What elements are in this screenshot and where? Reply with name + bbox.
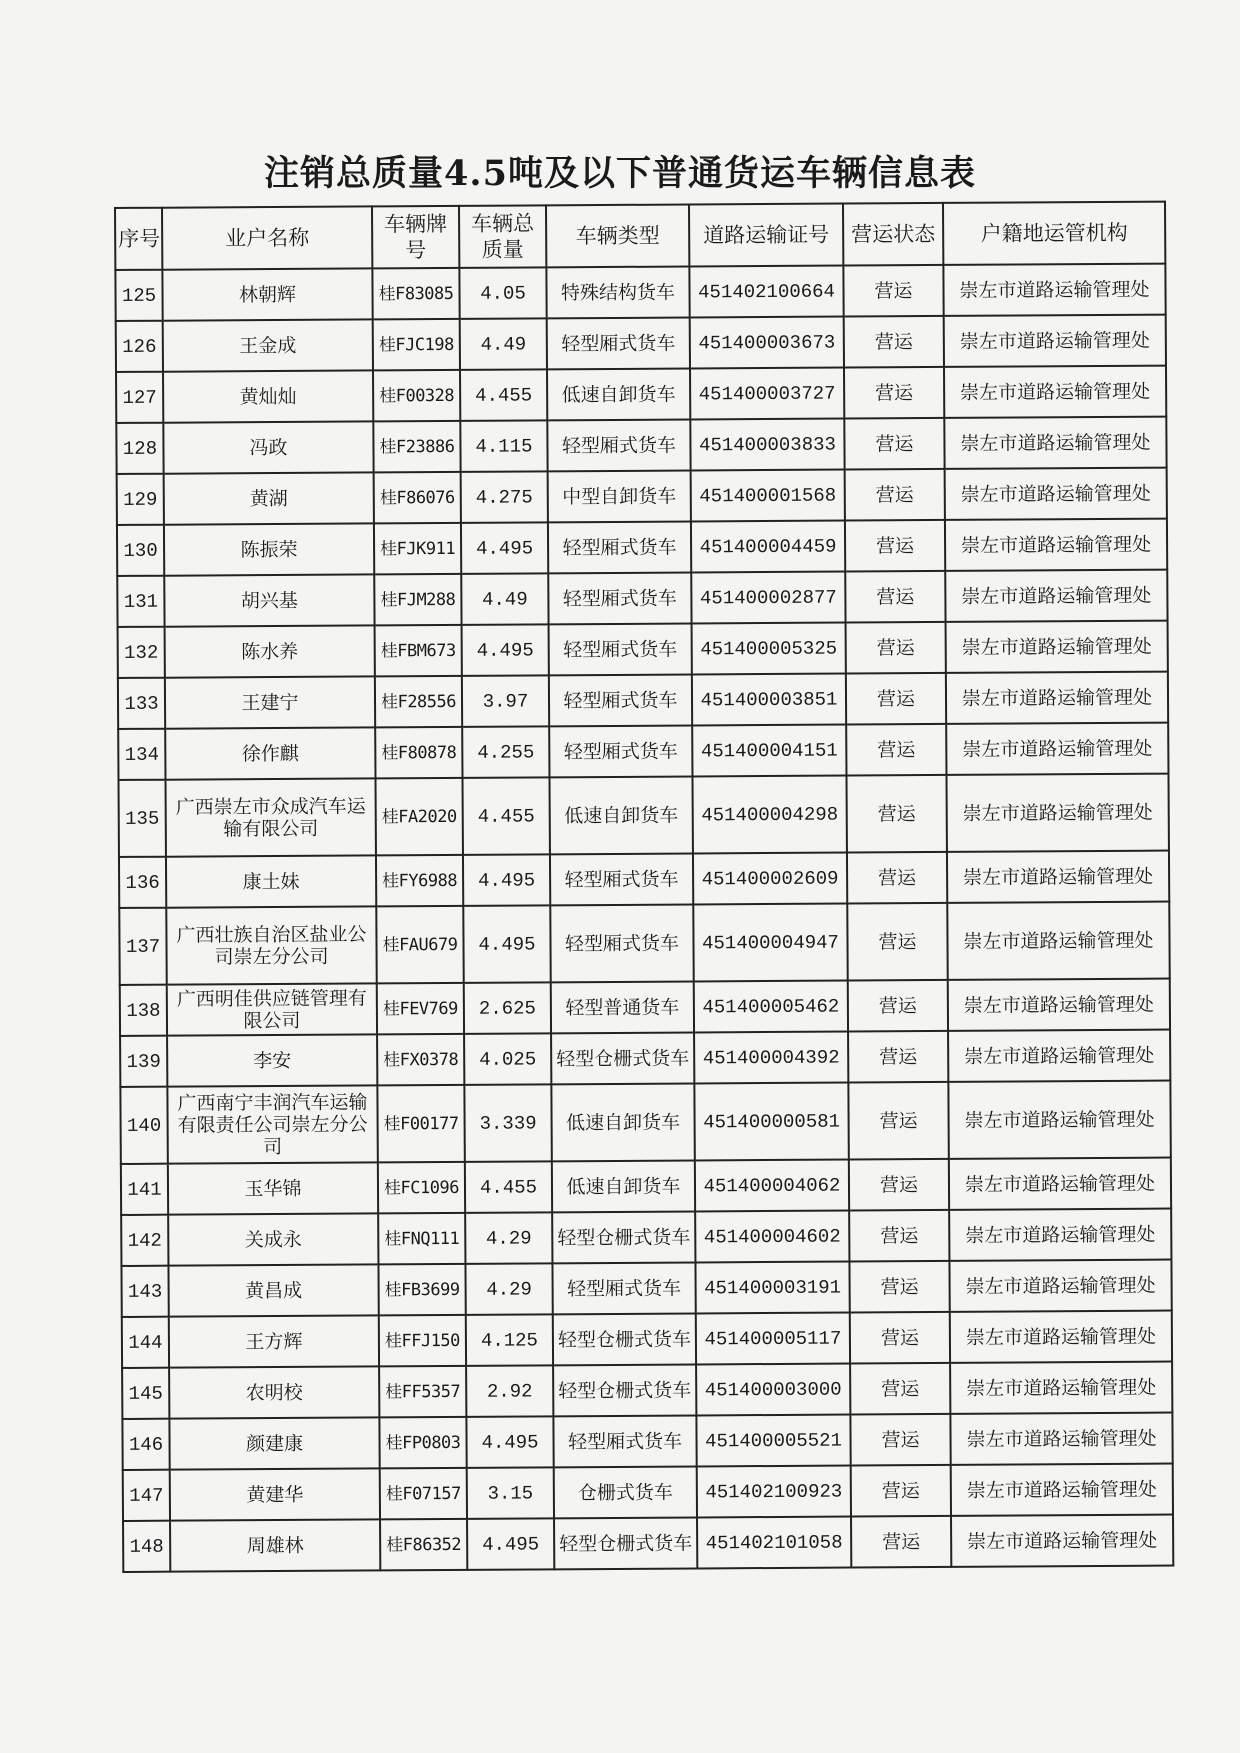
- cell-authority: 崇左市道路运输管理处: [948, 1030, 1170, 1082]
- cell-mass: 4.495: [461, 522, 548, 574]
- cell-no: 146: [122, 1419, 169, 1470]
- cell-mass: 2.625: [464, 982, 551, 1034]
- table-row: [116, 417, 1166, 474]
- table-row: [121, 1158, 1171, 1215]
- table-row: [117, 570, 1167, 627]
- page-title: 注销总质量4.5吨及以下普通货运车辆信息表: [264, 153, 976, 194]
- cell-mass: 4.29: [465, 1263, 552, 1315]
- cell-authority: 崇左市道路运输管理处: [944, 366, 1166, 418]
- cell-plate: 桂F86076: [374, 472, 461, 524]
- cell-type: 轻型仓栅式货车: [551, 1032, 694, 1084]
- cell-permit: 451400002609: [693, 853, 847, 905]
- cell-plate: 桂FC1096: [378, 1162, 465, 1214]
- cell-mass: 4.025: [464, 1033, 551, 1085]
- cell-type: 仓栅式货车: [554, 1466, 697, 1518]
- cell-owner: 颜建康: [169, 1417, 379, 1469]
- cell-authority: 崇左市道路运输管理处: [947, 902, 1169, 980]
- table-row: [116, 315, 1166, 372]
- cell-mass: 4.495: [463, 854, 550, 906]
- cell-status: 营运: [844, 367, 944, 419]
- cell-permit: 451400003833: [690, 419, 844, 471]
- cell-authority: 崇左市道路运输管理处: [949, 1209, 1171, 1261]
- cell-type: 轻型厢式货车: [550, 853, 693, 905]
- cell-no: 141: [121, 1164, 168, 1215]
- cell-no: 137: [119, 908, 166, 985]
- cell-authority: 崇左市道路运输管理处: [944, 417, 1166, 469]
- cell-plate: 桂FY6988: [376, 855, 463, 907]
- cell-authority: 崇左市道路运输管理处: [950, 1413, 1172, 1465]
- cell-mass: 3.339: [464, 1084, 551, 1162]
- table-row: [120, 1081, 1170, 1164]
- cell-owner: 康土妹: [166, 855, 376, 907]
- cell-type: 轻型普通货车: [551, 981, 694, 1033]
- cell-no: 131: [117, 576, 164, 627]
- cell-owner: 玉华锦: [168, 1162, 378, 1214]
- cell-status: 营运: [848, 1082, 948, 1160]
- table-row: [122, 1362, 1172, 1419]
- cell-permit: 451400004459: [691, 521, 845, 573]
- cell-permit: 451400004062: [695, 1160, 849, 1212]
- cell-plate: 桂F00177: [377, 1085, 464, 1163]
- cell-plate: 桂F80878: [375, 727, 462, 779]
- cell-no: 135: [119, 780, 166, 857]
- cell-mass: 4.455: [460, 369, 547, 421]
- cell-type: 中型自卸货车: [548, 470, 691, 522]
- cell-status: 营运: [849, 1210, 949, 1262]
- cell-status: 营运: [848, 1031, 948, 1083]
- cell-no: 136: [119, 857, 166, 908]
- cell-status: 营运: [849, 1159, 949, 1211]
- cell-mass: 4.05: [459, 267, 546, 319]
- cell-authority: 崇左市道路运输管理处: [946, 672, 1168, 724]
- table-row: [116, 366, 1166, 423]
- cell-mass: 2.92: [466, 1365, 553, 1417]
- cell-plate: 桂FB3699: [378, 1264, 465, 1316]
- cell-permit: 451400005117: [696, 1313, 850, 1365]
- cell-owner: 广西崇左市众成汽车运输有限公司: [165, 778, 375, 856]
- cell-plate: 桂F28556: [375, 676, 462, 728]
- cell-status: 营运: [851, 1465, 951, 1517]
- header-no: 序号: [115, 208, 162, 270]
- cell-mass: 4.49: [460, 318, 547, 370]
- header-permit: 道路运输证号: [689, 204, 843, 267]
- cell-authority: 崇左市道路运输管理处: [946, 723, 1168, 775]
- cell-mass: 4.495: [462, 624, 549, 676]
- cell-owner: 徐作麒: [165, 727, 375, 779]
- cell-authority: 崇左市道路运输管理处: [949, 1158, 1171, 1210]
- cell-authority: 崇左市道路运输管理处: [951, 1464, 1173, 1516]
- cell-type: 轻型厢式货车: [550, 904, 693, 982]
- cell-plate: 桂FAU679: [376, 906, 463, 984]
- cell-plate: 桂FF5357: [379, 1366, 466, 1418]
- cell-type: 轻型厢式货车: [547, 419, 690, 471]
- cell-permit: 451400005462: [694, 981, 848, 1033]
- header-owner: 业户名称: [162, 206, 372, 269]
- cell-mass: 4.455: [465, 1161, 552, 1213]
- table-row: [123, 1464, 1173, 1521]
- cell-permit: 451400003000: [696, 1364, 850, 1416]
- cell-mass: 3.15: [467, 1467, 554, 1519]
- cell-owner: 黄灿灿: [163, 370, 373, 422]
- cell-type: 轻型厢式货车: [549, 725, 692, 777]
- table-row: [121, 1209, 1171, 1266]
- cell-no: 148: [123, 1521, 170, 1572]
- cell-owner: 黄昌成: [168, 1264, 378, 1316]
- cell-type: 特殊结构货车: [546, 266, 689, 318]
- cell-permit: 451400003191: [695, 1262, 849, 1314]
- cell-authority: 崇左市道路运输管理处: [945, 468, 1167, 520]
- table-row: [122, 1413, 1172, 1470]
- cell-type: 轻型厢式货车: [552, 1262, 695, 1314]
- cell-status: 营运: [849, 1261, 949, 1313]
- cell-mass: 4.29: [465, 1212, 552, 1264]
- cell-status: 营运: [850, 1312, 950, 1364]
- cell-status: 营运: [850, 1414, 950, 1466]
- cell-status: 营运: [847, 903, 947, 981]
- cell-permit: 451400003851: [692, 674, 846, 726]
- header-plate: 车辆牌号: [372, 206, 459, 269]
- vehicle-info-table: [114, 201, 1174, 1573]
- cell-permit: 451400004298: [692, 776, 846, 854]
- cell-owner: 广西壮族自治区盐业公司崇左分公司: [166, 906, 376, 984]
- cell-owner: 王建宁: [165, 676, 375, 728]
- cell-mass: 4.125: [466, 1314, 553, 1366]
- cell-type: 轻型厢式货车: [549, 674, 692, 726]
- cell-mass: 4.495: [466, 1416, 553, 1468]
- table-row: [117, 468, 1167, 525]
- cell-permit: 451400004602: [695, 1211, 849, 1263]
- cell-type: 低速自卸货车: [552, 1160, 695, 1212]
- cell-owner: 广西明佳供应链管理有限公司: [167, 983, 377, 1035]
- cell-plate: 桂FX0378: [377, 1034, 464, 1086]
- cell-authority: 崇左市道路运输管理处: [950, 1362, 1172, 1414]
- cell-no: 142: [121, 1215, 168, 1266]
- cell-status: 营运: [845, 520, 945, 572]
- cell-plate: 桂FJC198: [373, 319, 460, 371]
- cell-authority: 崇左市道路运输管理处: [943, 264, 1165, 316]
- table-row: [115, 264, 1165, 321]
- table-row: [120, 979, 1170, 1036]
- cell-status: 营运: [846, 775, 946, 853]
- table-row: [119, 851, 1169, 908]
- cell-permit: 451400003673: [690, 317, 844, 369]
- table-body: [115, 264, 1173, 1572]
- cell-permit: 451400004151: [692, 725, 846, 777]
- cell-permit: 451400001568: [691, 470, 845, 522]
- cell-no: 147: [123, 1470, 170, 1521]
- cell-authority: 崇左市道路运输管理处: [946, 774, 1168, 852]
- cell-owner: 周雄林: [170, 1519, 380, 1571]
- cell-plate: 桂FA2020: [375, 778, 462, 856]
- cell-authority: 崇左市道路运输管理处: [945, 570, 1167, 622]
- cell-mass: 3.97: [462, 675, 549, 727]
- cell-plate: 桂FBM673: [375, 625, 462, 677]
- cell-no: 144: [122, 1317, 169, 1368]
- cell-no: 126: [116, 321, 163, 372]
- cell-type: 低速自卸货车: [547, 368, 690, 420]
- cell-owner: 陈振荣: [164, 523, 374, 575]
- cell-status: 营运: [850, 1363, 950, 1415]
- table-row: [118, 621, 1168, 678]
- cell-plate: 桂FJM288: [374, 574, 461, 626]
- cell-status: 营运: [848, 980, 948, 1032]
- cell-mass: 4.495: [467, 1518, 554, 1570]
- cell-plate: 桂F07157: [380, 1468, 467, 1520]
- cell-plate: 桂FEV769: [377, 983, 464, 1035]
- cell-no: 130: [117, 525, 164, 576]
- cell-permit: 451400005325: [692, 623, 846, 675]
- cell-no: 133: [118, 678, 165, 729]
- cell-plate: 桂FNQ111: [378, 1213, 465, 1265]
- table-row: [118, 723, 1168, 780]
- cell-no: 138: [120, 985, 167, 1036]
- cell-type: 轻型厢式货车: [553, 1415, 696, 1467]
- cell-permit: 451402101058: [697, 1517, 851, 1569]
- cell-plate: 桂FFJ150: [379, 1315, 466, 1367]
- cell-authority: 崇左市道路运输管理处: [948, 979, 1170, 1031]
- cell-status: 营运: [845, 469, 945, 521]
- cell-status: 营运: [846, 724, 946, 776]
- cell-permit: 451400000581: [694, 1083, 848, 1161]
- cell-no: 139: [120, 1036, 167, 1087]
- header-type: 车辆类型: [546, 204, 689, 267]
- cell-no: 128: [116, 423, 163, 474]
- table-row: [119, 902, 1169, 985]
- cell-permit: 451400005521: [696, 1415, 850, 1467]
- cell-type: 轻型仓栅式货车: [554, 1517, 697, 1569]
- cell-status: 营运: [843, 265, 943, 317]
- table-row: [120, 1030, 1170, 1087]
- cell-no: 129: [117, 474, 164, 525]
- cell-owner: 广西南宁丰润汽车运输有限责任公司崇左分公司: [167, 1085, 377, 1163]
- table-row: [122, 1311, 1172, 1368]
- cell-authority: 崇左市道路运输管理处: [949, 1260, 1171, 1312]
- cell-type: 低速自卸货车: [551, 1083, 694, 1161]
- cell-authority: 崇左市道路运输管理处: [951, 1515, 1173, 1567]
- cell-no: 145: [122, 1368, 169, 1419]
- cell-no: 132: [118, 627, 165, 678]
- cell-mass: 4.49: [461, 573, 548, 625]
- cell-authority: 崇左市道路运输管理处: [947, 851, 1169, 903]
- cell-status: 营运: [845, 571, 945, 623]
- cell-type: 轻型仓栅式货车: [553, 1364, 696, 1416]
- cell-plate: 桂FP0803: [379, 1417, 466, 1469]
- cell-owner: 关成永: [168, 1213, 378, 1265]
- cell-permit: 451402100923: [697, 1466, 851, 1518]
- cell-owner: 王金成: [163, 319, 373, 371]
- cell-mass: 4.255: [462, 726, 549, 778]
- cell-plate: 桂FJK911: [374, 523, 461, 575]
- table-row: [117, 519, 1167, 576]
- cell-owner: 黄建华: [170, 1468, 380, 1520]
- cell-type: 轻型仓栅式货车: [552, 1211, 695, 1263]
- header-authority: 户籍地运管机构: [943, 202, 1165, 265]
- cell-permit: 451402100664: [689, 266, 843, 318]
- cell-mass: 4.115: [460, 420, 547, 472]
- cell-status: 营运: [847, 852, 947, 904]
- table-row: [119, 774, 1169, 857]
- cell-type: 轻型仓栅式货车: [553, 1313, 696, 1365]
- cell-no: 134: [118, 729, 165, 780]
- cell-permit: 451400003727: [690, 368, 844, 420]
- header-mass: 车辆总质量: [459, 205, 546, 268]
- cell-type: 低速自卸货车: [549, 776, 692, 854]
- cell-type: 轻型厢式货车: [547, 317, 690, 369]
- cell-owner: 李安: [167, 1034, 377, 1086]
- cell-mass: 4.275: [461, 471, 548, 523]
- cell-type: 轻型厢式货车: [548, 572, 691, 624]
- cell-plate: 桂F86352: [380, 1519, 467, 1571]
- cell-status: 营运: [851, 1516, 951, 1568]
- cell-authority: 崇左市道路运输管理处: [948, 1081, 1170, 1159]
- cell-status: 营运: [846, 673, 946, 725]
- cell-owner: 黄湖: [164, 472, 374, 524]
- cell-no: 140: [120, 1087, 167, 1164]
- cell-authority: 崇左市道路运输管理处: [945, 519, 1167, 571]
- cell-plate: 桂F23886: [373, 421, 460, 473]
- cell-authority: 崇左市道路运输管理处: [946, 621, 1168, 673]
- cell-type: 轻型厢式货车: [549, 623, 692, 675]
- cell-owner: 陈水养: [165, 625, 375, 677]
- cell-permit: 451400002877: [691, 572, 845, 624]
- cell-status: 营运: [844, 418, 944, 470]
- table-row: [118, 672, 1168, 729]
- cell-owner: 王方辉: [169, 1315, 379, 1367]
- table-row: [123, 1515, 1173, 1572]
- cell-mass: 4.455: [462, 777, 549, 855]
- cell-no: 125: [115, 270, 162, 321]
- cell-permit: 451400004392: [694, 1032, 848, 1084]
- cell-plate: 桂F00328: [373, 370, 460, 422]
- cell-plate: 桂F83085: [372, 268, 459, 320]
- header-status: 营运状态: [843, 203, 943, 266]
- cell-status: 营运: [846, 622, 946, 674]
- table-header-row: [115, 202, 1165, 270]
- cell-type: 轻型厢式货车: [548, 521, 691, 573]
- cell-owner: 胡兴基: [164, 574, 374, 626]
- cell-authority: 崇左市道路运输管理处: [950, 1311, 1172, 1363]
- cell-status: 营运: [844, 316, 944, 368]
- cell-no: 127: [116, 372, 163, 423]
- cell-owner: 林朝辉: [162, 268, 372, 320]
- cell-owner: 农明校: [169, 1366, 379, 1418]
- cell-permit: 451400004947: [693, 904, 847, 982]
- table-row: [121, 1260, 1171, 1317]
- cell-authority: 崇左市道路运输管理处: [944, 315, 1166, 367]
- cell-owner: 冯政: [163, 421, 373, 473]
- cell-no: 143: [121, 1266, 168, 1317]
- cell-mass: 4.495: [463, 905, 550, 983]
